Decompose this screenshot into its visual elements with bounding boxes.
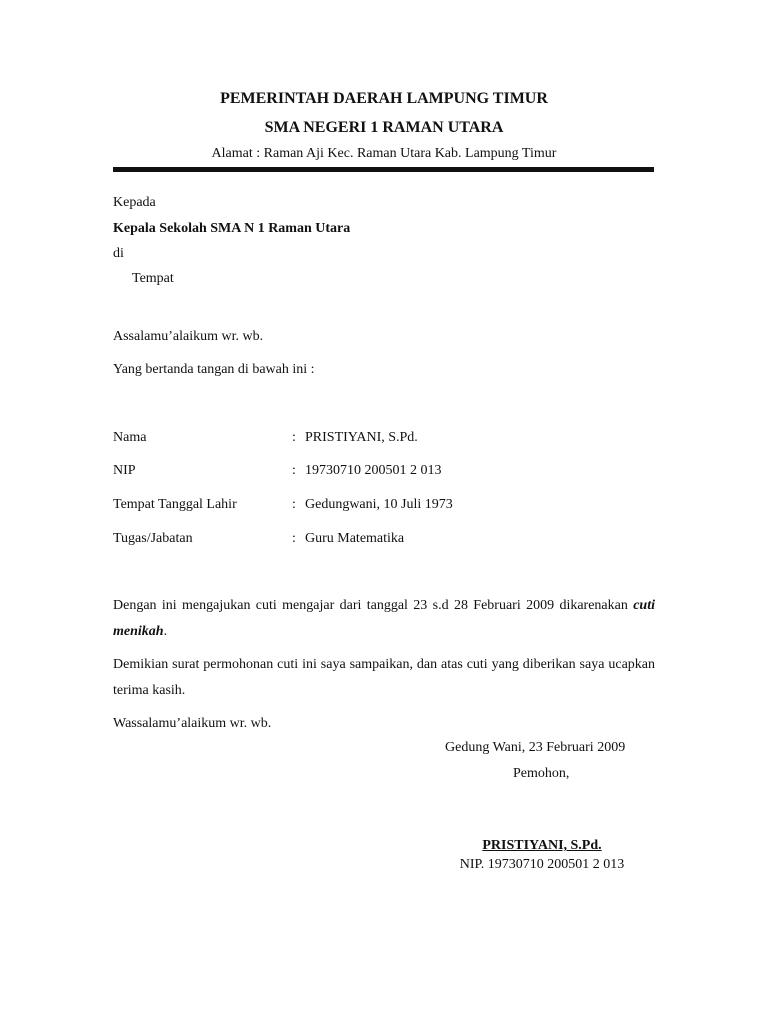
field-colon: :: [292, 463, 296, 478]
signature-role: Pemohon,: [513, 766, 570, 781]
letterhead-divider: [113, 167, 654, 172]
field-label: Tugas/Jabatan: [113, 531, 193, 546]
request-text: Dengan ini mengajukan cuti mengajar dari tanggal 23 s.d 28 Februari 2009 dikarenakan: [113, 598, 628, 613]
field-colon: :: [292, 430, 296, 445]
request-end: .: [163, 624, 168, 639]
closing-paragraph: Demikian surat permohonan cuti ini saya sampaikan, dan atas cuti yang diberikan saya ucapkan terima kasih.: [113, 657, 655, 698]
field-value: Gedungwani, 10 Juli 1973: [305, 497, 453, 512]
recipient-to-label: Kepada: [113, 195, 156, 210]
letterhead-government: PEMERINTAH DAERAH LAMPUNG TIMUR: [220, 90, 548, 107]
intro-statement: Yang bertanda tangan di bawah ini :: [113, 362, 315, 377]
field-colon: :: [292, 497, 296, 512]
letterhead-address: Alamat : Raman Aji Kec. Raman Utara Kab. Lampung Timur: [211, 146, 557, 161]
signature-nip: NIP. 19730710 200501 2 013: [459, 857, 625, 872]
field-colon: :: [292, 531, 296, 546]
opening-greeting: Assalamu’alaikum wr. wb.: [113, 329, 264, 344]
field-value: 19730710 200501 2 013: [305, 463, 442, 478]
letterhead-school: SMA NEGERI 1 RAMAN UTARA: [264, 119, 504, 136]
field-label: Nama: [113, 430, 147, 445]
field-value: Guru Matematika: [305, 531, 405, 546]
closing-greeting: Wassalamu’alaikum wr. wb.: [113, 716, 272, 731]
field-label: NIP: [113, 463, 136, 478]
field-value: PRISTIYANI, S.Pd.: [305, 430, 418, 445]
request-reason: cuti menikah: [113, 598, 655, 639]
signature-place-date: Gedung Wani, 23 Februari 2009: [445, 740, 626, 755]
recipient-place: Tempat: [132, 271, 174, 286]
request-paragraph: [113, 593, 655, 645]
signature-name: PRISTIYANI, S.Pd.: [482, 838, 602, 853]
field-label: Tempat Tanggal Lahir: [113, 497, 237, 512]
recipient-di: di: [113, 246, 124, 261]
recipient-name: Kepala Sekolah SMA N 1 Raman Utara: [113, 221, 351, 236]
